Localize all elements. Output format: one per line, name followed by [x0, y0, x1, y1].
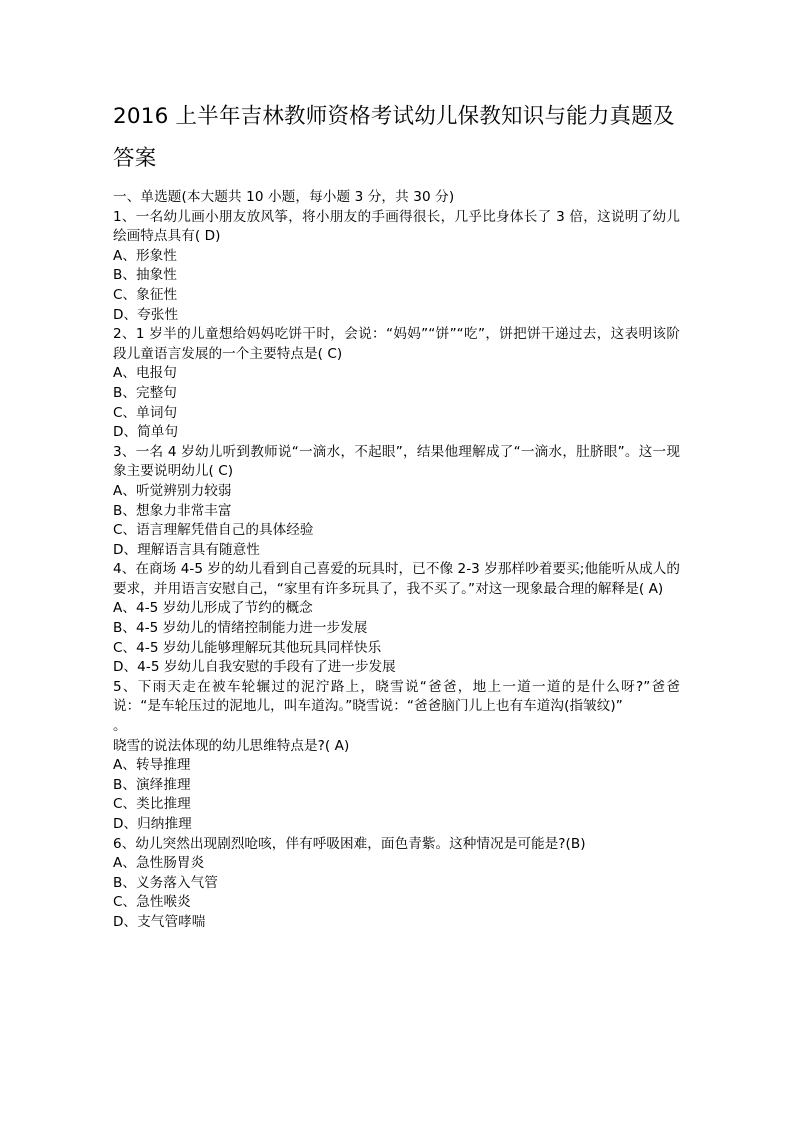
- question-stem: 6、幼儿突然出现剧烈呛咳，伴有呼吸困难，面色青紫。这种情况是可能是?(B): [113, 835, 586, 852]
- question-block-2: [113, 325, 680, 443]
- question-option: C、象征性: [113, 286, 178, 303]
- question-stem: 3、一名 4 岁幼儿听到教师说“一滴水，不起眼”，结果他理解成了“一滴水，肚脐眼”。这一现象主要说明幼儿( C): [113, 443, 680, 480]
- question-option: C、语言理解凭借自己的具体经验: [113, 522, 314, 539]
- question-option: C、类比推理: [113, 796, 191, 813]
- question-option: A、电报句: [113, 365, 177, 382]
- question-option: A、形象性: [113, 247, 177, 264]
- section-heading: 一、单选题(本大题共 10 小题，每小题 3 分，共 30 分): [113, 189, 455, 205]
- question-option: D、4-5 岁幼儿自我安慰的手段有了进一步发展: [113, 659, 396, 676]
- question-option: D、支气管哮喘: [113, 913, 206, 930]
- question-stem: 1、一名幼儿画小朋友放风筝，将小朋友的手画得很长，几乎比身体长了 3 倍，这说明了幼儿绘画特点具有( D): [113, 208, 680, 245]
- question-block-3: [113, 443, 680, 561]
- question-option: C、4-5 岁幼儿能够理解玩其他玩具同样快乐: [113, 639, 382, 656]
- question-option: B、4-5 岁幼儿的情绪控制能力进一步发展: [113, 620, 368, 637]
- question-stem: 5、下雨天走在被车轮辗过的泥泞路上，晓雪说“爸爸，地上一道一道的是什么呀?”爸爸说：“是车轮压过的泥地儿，叫车道沟。”晓雪说：“爸爸脑门儿上也有车道沟(指皱纹)”: [113, 678, 680, 715]
- question-option: A、4-5 岁幼儿形成了节约的概念: [113, 600, 313, 617]
- question-prompt: 晓雪的说法体现的幼儿思维特点是?( A): [113, 737, 350, 754]
- question-option: A、听觉辨别力较弱: [113, 482, 232, 499]
- question-block-4: [113, 560, 680, 678]
- question-option: B、义务落入气管: [113, 874, 218, 891]
- question-option: B、演绎推理: [113, 776, 191, 793]
- question-option: A、急性肠胃炎: [113, 855, 205, 872]
- question-option: B、抽象性: [113, 267, 177, 284]
- question-option: C、单词句: [113, 404, 178, 421]
- question-stem-continuation: 。: [113, 718, 127, 735]
- question-option: B、想象力非常丰富: [113, 502, 232, 519]
- question-option: D、简单句: [113, 424, 179, 441]
- question-option: C、急性喉炎: [113, 894, 191, 911]
- question-option: A、转导推理: [113, 757, 191, 774]
- question-option: D、夸张性: [113, 306, 179, 323]
- question-block-5: [113, 678, 680, 835]
- question-option: D、归纳推理: [113, 816, 192, 832]
- question-option: D、理解语言具有随意性: [113, 541, 260, 558]
- page-title: 2016 上半年吉林教师资格考试幼儿保教知识与能力真题及答案: [113, 104, 675, 171]
- question-stem: 2、1 岁半的儿童想给妈妈吃饼干时，会说：“妈妈”“饼”“吃”，饼把饼干递过去，这表明该阶段儿童语言发展的一个主要特点是( C): [113, 326, 680, 362]
- question-block-1: [113, 208, 680, 326]
- question-block-6: [113, 835, 680, 933]
- question-option: B、完整句: [113, 384, 177, 401]
- question-stem: 4、在商场 4-5 岁的幼儿看到自己喜爱的玩具时，已不像 2-3 岁那样吵着要买;他能听从成人的要求，并用语言安慰自己，“家里有许多玩具了，我不买了。”对这一现象最合理的解释是( A): [113, 561, 680, 597]
